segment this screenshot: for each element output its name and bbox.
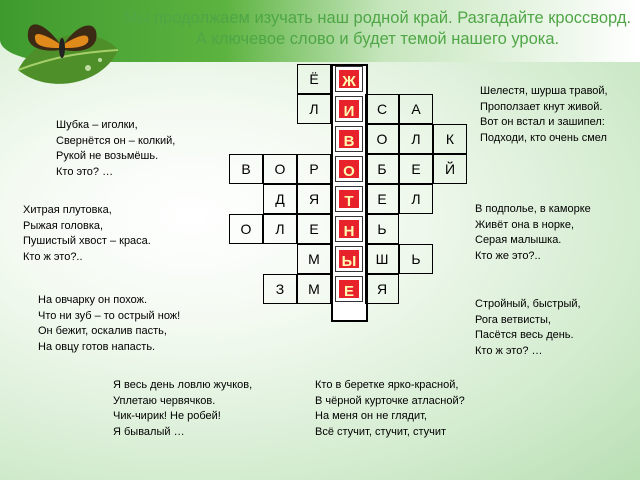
riddle-wolf: На овчарку он похож. Что ни зуб – то острый нож! Он бежит, оскалив пасть, На овцу готов напасть. [38,294,181,353]
cell-r4-c7[interactable]: Й [433,154,467,184]
cell-r3-c4[interactable]: К [433,124,467,154]
cell-r6-c5[interactable]: Ь [365,214,399,244]
cell-r8-c1[interactable]: З [263,274,297,304]
cell-r6-c3[interactable]: Е [297,214,331,244]
key-cell-1[interactable]: Ж [336,67,362,91]
cell-r7-c3[interactable]: Ш [365,244,399,274]
key-cell-2[interactable]: И [336,97,362,121]
cell-r2-c4[interactable]: А [399,94,433,124]
riddle-snake: Шелестя, шурша травой, Проползает кнут живой. Вот он встал и зашипел: Подходи, кто очень смел [480,85,608,144]
cell-r4-c6[interactable]: Е [399,154,433,184]
cell-r3-c3[interactable]: Л [399,124,433,154]
cell-r7-c4[interactable]: Ь [399,244,433,274]
cell-r3-c2[interactable]: О [365,124,399,154]
cell-r4-c5[interactable]: Б [365,154,399,184]
cell-r8-c4[interactable]: Я [365,274,399,304]
key-cell-5[interactable]: Т [336,187,362,211]
cell-r5-c4[interactable]: Е [365,184,399,214]
cell-r2-c3[interactable]: С [365,94,399,124]
riddle-woodpecker: Кто в беретке ярко-красной, В чёрной курточке атласной? На меня он не глядит, Всё стучит, стучит, стучит [315,379,465,438]
key-cell-7[interactable]: Ы [336,247,362,271]
cell-r4-c1[interactable]: В [229,154,263,184]
cell-r1-c1[interactable]: Ё [297,64,331,94]
riddle-fox: Хитрая плутовка, Рыжая головка, Пушистый хвост – краса. Кто ж это?.. [23,204,151,263]
key-cell-8[interactable]: Е [336,277,362,301]
key-cell-6[interactable]: Н [336,217,362,241]
page-title: Мы продолжаем изучать наш родной край. Разгадайте кроссворд. А ключевое слово и будет темой нашего урока. [123,9,632,48]
cell-r5-c5[interactable]: Л [399,184,433,214]
cell-r8-c2[interactable]: М [297,274,331,304]
cell-r7-c1[interactable]: М [297,244,331,274]
cell-r4-c3[interactable]: Р [297,154,331,184]
riddle-mouse: В подполье, в каморке Живёт она в норке, Серая малышка. Кто же это?.. [475,203,591,262]
riddle-deer: Стройный, быстрый, Рога ветвисты, Пасётся весь день. Кто ж это? … [475,298,581,357]
key-cell-4[interactable]: О [336,157,362,181]
butterfly-on-leaf-icon [8,10,123,95]
riddle-hedgehog: Шубка – иголки, Свернётся он – колкий, Рукой не возьмёшь. Кто это? … [56,119,176,178]
cell-r5-c2[interactable]: Я [297,184,331,214]
key-cell-3[interactable]: В [336,127,362,151]
cell-r4-c2[interactable]: О [263,154,297,184]
cell-r5-c1[interactable]: Д [263,184,297,214]
cell-r6-c1[interactable]: О [229,214,263,244]
riddle-sparrow: Я весь день ловлю жучков, Уплетаю червячков. Чик-чирик! Не робей! Я бывалый … [113,379,253,438]
cell-r2-c1[interactable]: Л [297,94,331,124]
cell-r6-c2[interactable]: Л [263,214,297,244]
